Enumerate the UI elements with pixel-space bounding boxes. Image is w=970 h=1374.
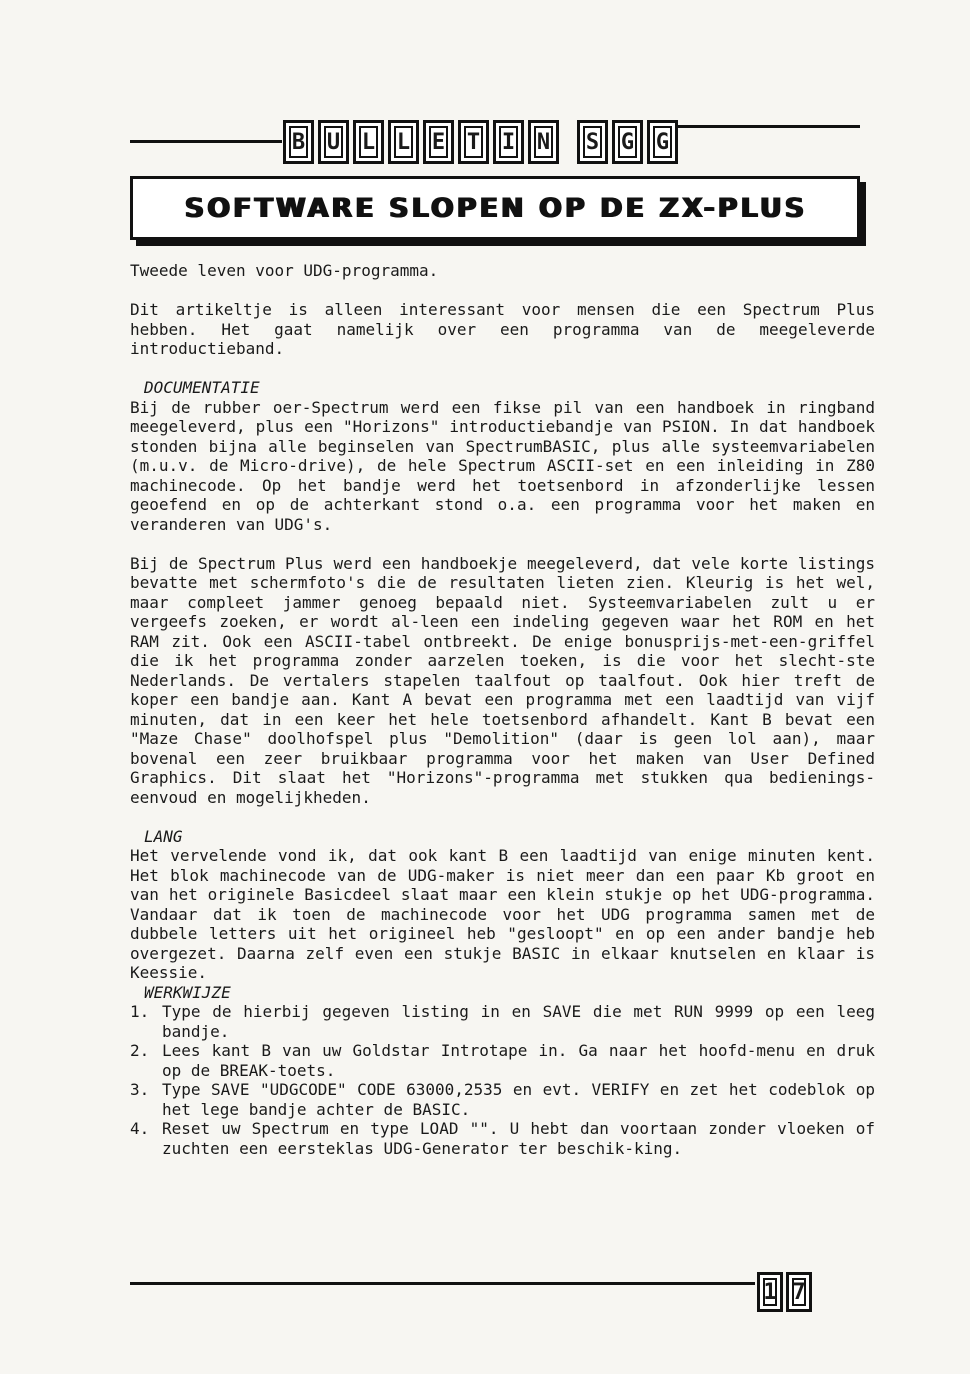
article-body: [130, 261, 875, 1158]
section-heading: WERKWIJZE: [144, 982, 231, 1002]
footer-rule: [130, 1282, 755, 1285]
masthead-letter: E: [423, 120, 454, 164]
page-digit: 7: [786, 1272, 812, 1312]
list-item: [130, 1080, 875, 1119]
masthead-rule-right: [672, 125, 860, 128]
paragraph: Het vervelende vond ik, dat ook kant B een laadtijd van enige minuten kent. Het blok machinecode van de UDG-maker is niet meer dan een paar Kb groot en van het originele Basicdeel slaat maar een klein stukje op het UDG-programma. Vandaar dat ik toen de machinecode voor het UDG programma samen met de dubbele letters uit het origineel heb "gesloopt" en op een ander bandje heb overgezet. Daarna zelf even een stukje BASIC in elkaar knutselen en klaar is Keessie.: [130, 846, 875, 982]
article-title: SOFTWARE SLOPEN OP DE ZX-PLUS: [183, 192, 807, 224]
masthead-letter: S: [577, 120, 608, 164]
masthead-rule-left: [130, 140, 282, 143]
list-number: 1.: [130, 1002, 150, 1021]
paragraph: Dit artikeltje is alleen interessant voor mensen die een Spectrum Plus hebben. Het gaat namelijk over een programma van de meegeleverde introductieband.: [130, 300, 875, 358]
list-item: [130, 1041, 875, 1080]
masthead-logo: [283, 120, 678, 166]
list-number: 2.: [130, 1041, 150, 1060]
section-heading: LANG: [144, 826, 183, 846]
masthead-letter: I: [493, 120, 524, 164]
list-text: Lees kant B van uw Goldstar Introtape in. Ga naar het hoofd-menu en druk op de BREAK-toets.: [162, 1041, 875, 1080]
list-item: [130, 1119, 875, 1158]
masthead-letter: L: [388, 120, 419, 164]
list-item: [130, 1002, 875, 1041]
masthead-letter: G: [612, 120, 643, 164]
section-heading: DOCUMENTATIE: [144, 378, 260, 397]
paragraph: Bij de rubber oer-Spectrum werd een fikse pil van een handboek in ringband meegeleverd, plus een "Horizons" introductiebandje van PSION. In dat handboek stonden bijna alle beginselen van SpectrumBASIC, plus alle systeemvariabelen (m.u.v. de Micro-drive), de hele Spectrum ASCII-set en een inleiding in Z80 machinecode. Op het bandje werd het toetsenbord in afzonderlijke lessen geoefend en op de achterkant stond o.a. een programma voor het maken en veranderen van UDG's.: [130, 397, 875, 534]
list-number: 4.: [130, 1119, 150, 1138]
masthead-letter: L: [353, 120, 384, 164]
masthead-letter: B: [283, 120, 314, 164]
page-digit: 1: [757, 1272, 783, 1312]
masthead-letter: T: [458, 120, 489, 164]
page-number: [757, 1272, 812, 1312]
list-number: 3.: [130, 1080, 150, 1099]
intro-line: Tweede leven voor UDG-programma.: [130, 261, 439, 280]
masthead-letter: N: [528, 120, 559, 164]
list-text: Type de hierbij gegeven listing in en SAVE die met RUN 9999 op een leeg bandje.: [162, 1002, 875, 1041]
paragraph: Bij de Spectrum Plus werd een handboekje meegeleverd, dat vele korte listings bevatte met schermfoto's die de resultaten lieten zien. Kleurig is het wel, maar compleet jammer genoeg bepaald niet. Systeemvariabelen zult u er vergeefs zoeken, er wordt al-leen een indeling gegeven waar het ROM en het RAM zit. Ook een ASCII-tabel ontbreekt. De enige bonusprijs-met-een-griffel die ik het programma zonder aarzelen toeken, is die voor het slecht-ste Nederlands. De vertalers stapelen taalfout op taalfout. Ook hier treft de koper een bandje aan. Kant A bevat een programma met een laadtijd van vijf minuten, dat in een keer het hele toetsenbord afhandelt. Kant B bevat een "Maze Chase" doolhofspel plus "Demolition" (daar is geen lol aan), maar bovenal een zeer bruikbaar programma voor het maken van User Defined Graphics. Dit slaat het "Horizons"-programma met stukken qua bedienings-eenvoud en mogelijkheden.: [130, 553, 875, 807]
masthead-letter: G: [647, 120, 678, 164]
article-title-box: [130, 176, 860, 240]
list-text: Reset uw Spectrum en type LOAD "". U hebt dan voortaan zonder vloeken of zuchten een eersteklas UDG-Generator ter beschik-king.: [162, 1119, 875, 1158]
list-text: Type SAVE "UDGCODE" CODE 63000,2535 en evt. VERIFY en zet het codeblok op het lege bandje achter de BASIC.: [162, 1080, 875, 1119]
masthead-letter: U: [318, 120, 349, 164]
